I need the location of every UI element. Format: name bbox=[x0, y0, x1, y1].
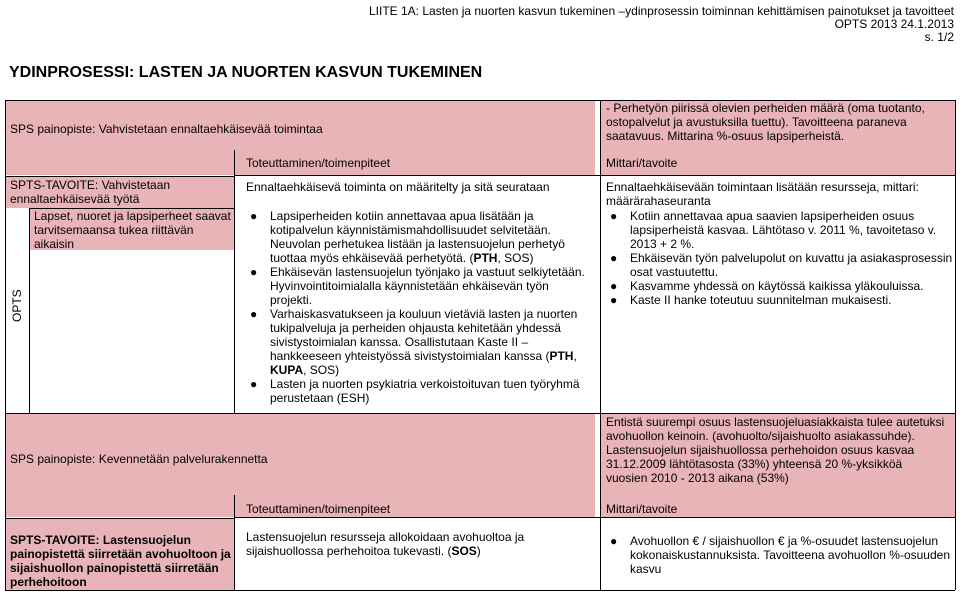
list-item: ● Varhaiskasvatukseen ja kouluun vietäviä lasten ja nuorten tukipalveluja ja perheiden ohjausta kehitetään yhdessä sivistystoimialan kanssa. Osallistutaan Kaste II – hankkeeseen yhteistyössä sivistystoimialan kanssa (PTH, KUPA, SOS) bbox=[250, 307, 578, 377]
opts-vertical-label: OPTS bbox=[10, 289, 24, 322]
section2-right-note: Entistä suurempi osuus lastensuojeluasiakkaista tulee autetuksi avohuollon keinoin. (avohuolto/sijaishuolto asiakassuhde). Lastensuojelun sijaishuollossa perhehoidon osuus kasvaa 31.12.2009 lähtötasosta (33%) yhteensä 20 %-yksikköä vuosien 2010 - 2013 aikana (53%) bbox=[606, 415, 945, 485]
divider bbox=[955, 100, 956, 590]
bullet-icon: ● bbox=[250, 377, 258, 391]
section2-goal-title: SPTS-TAVOITE: Lastensuojelun painopistettä siirretään avohuoltoon ja sijaishuollon painopistettä siirretään perhehoitoon bbox=[10, 533, 231, 589]
bullet-icon: ● bbox=[610, 534, 618, 548]
section2-metric-header: Mittari/tavoite bbox=[606, 502, 678, 516]
section1-action-intro: Ennaltaehkäisevä toiminta on määritelty ja sitä seurataan bbox=[246, 180, 550, 194]
divider bbox=[5, 590, 955, 591]
section2-metric-list bbox=[606, 534, 956, 576]
header-date: OPTS 2013 24.1.2013 bbox=[834, 17, 954, 31]
divider bbox=[5, 100, 955, 101]
header-title: LIITE 1A: Lasten ja nuorten kasvun tukeminen –ydinprosessin toiminnan kehittämisen painotukset ja tavoitteet bbox=[368, 4, 954, 18]
list-item: ● Kaste II hanke toteutuu suunnitelman mukaisesti. bbox=[610, 293, 892, 307]
list-item: ● Ehkäisevän työn palvelupolut on kuvattu ja asiakasprosessin osat vastuutettu. bbox=[610, 251, 953, 279]
page-title: YDINPROSESSI: LASTEN JA NUORTEN KASVUN TUKEMINEN bbox=[9, 64, 483, 81]
bullet-icon: ● bbox=[610, 209, 618, 223]
divider bbox=[5, 413, 955, 414]
divider bbox=[234, 495, 235, 590]
list-item: ● Kotiin annettavaa apua saavien lapsiperheiden osuus lapsiperheistä kasvaa. Lähtötaso v. 2011 %, tavoitetaso v. 2013 + 2 %. bbox=[610, 209, 937, 251]
section1-goal-sub: Lapset, nuoret ja lapsiperheet saavat tarvitsemaansa tukea riittävän aikaisin bbox=[34, 209, 231, 251]
section2-painopiste: SPS painopiste: Kevennetään palvelurakennetta bbox=[10, 452, 268, 466]
bullet-icon: ● bbox=[610, 293, 618, 307]
bullet-icon: ● bbox=[250, 307, 258, 321]
divider bbox=[5, 176, 234, 177]
list-item: ● Avohuollon € / sijaishuollon € ja %-osuudet lastensuojelun kokonaiskustannuksista. Tavoitteena avohuollon %-osuuden kasvu bbox=[610, 534, 950, 576]
divider bbox=[5, 518, 234, 519]
list-item: ● Ehkäisevän lastensuojelun työnjako ja vastuut selkiytetään. Hyvinvointitoimialalla käynnistetään ehkäisevän työn projekti. bbox=[250, 265, 585, 307]
divider bbox=[29, 208, 234, 209]
list-item: ● Lasten ja nuorten psykiatria verkoistoituvan tuen työryhmä perustetaan (ESH) bbox=[250, 377, 580, 405]
section1-metric-intro: Ennaltaehkäisevään toimintaan lisätään resursseja, mittari: määrärahaseuranta bbox=[606, 180, 919, 208]
divider bbox=[234, 517, 955, 518]
header-page: s. 1/2 bbox=[924, 30, 954, 44]
section1-goal-title: SPTS-TAVOITE: Vahvistetaan ennaltaehkäisevää työtä bbox=[10, 178, 171, 206]
bullet-icon: ● bbox=[250, 265, 258, 279]
bullet-icon: ● bbox=[610, 279, 618, 293]
section1-metric-list bbox=[606, 209, 956, 307]
list-item: ● Lapsiperheiden kotiin annettavaa apua lisätään ja kotipalvelun käynnistämismahdollisuudet selvitetään. Neuvolan perhetukea listään ja lastensuojelun perhetyö tuottaa myös ehkäisevää perhetyötä. (PTH, SOS) bbox=[250, 209, 565, 265]
section2-action-text: Lastensuojelun resursseja allokoidaan avohuoltoa ja sijaishuollossa perhehoitoa tukevasti. (SOS) bbox=[246, 530, 525, 558]
section1-painopiste: SPS painopiste: Vahvistetaan ennaltaehkäisevää toimintaa bbox=[10, 122, 323, 136]
divider bbox=[234, 150, 235, 413]
section1-right-note: - Perhetyön piirissä olevien perheiden määrä (oma tuotanto, ostopalvelut ja avustuksilla tuettu). Tavoitteena paraneva saatavuus. Mittarina %-osuus lapsiperheistä. bbox=[606, 101, 925, 143]
bullet-icon: ● bbox=[250, 209, 258, 223]
divider bbox=[600, 100, 601, 590]
bullet-icon: ● bbox=[610, 251, 618, 265]
section1-action-list bbox=[246, 209, 591, 405]
divider bbox=[29, 208, 30, 413]
divider bbox=[234, 175, 955, 176]
section1-metric-header: Mittari/tavoite bbox=[606, 156, 678, 170]
section2-action-header: Toteuttaminen/toimenpiteet bbox=[246, 502, 391, 516]
section1-action-header: Toteuttaminen/toimenpiteet bbox=[246, 156, 391, 170]
list-item: ● Kasvamme yhdessä on käytössä kaikissa yläkouluissa. bbox=[610, 279, 924, 293]
divider bbox=[5, 100, 6, 590]
